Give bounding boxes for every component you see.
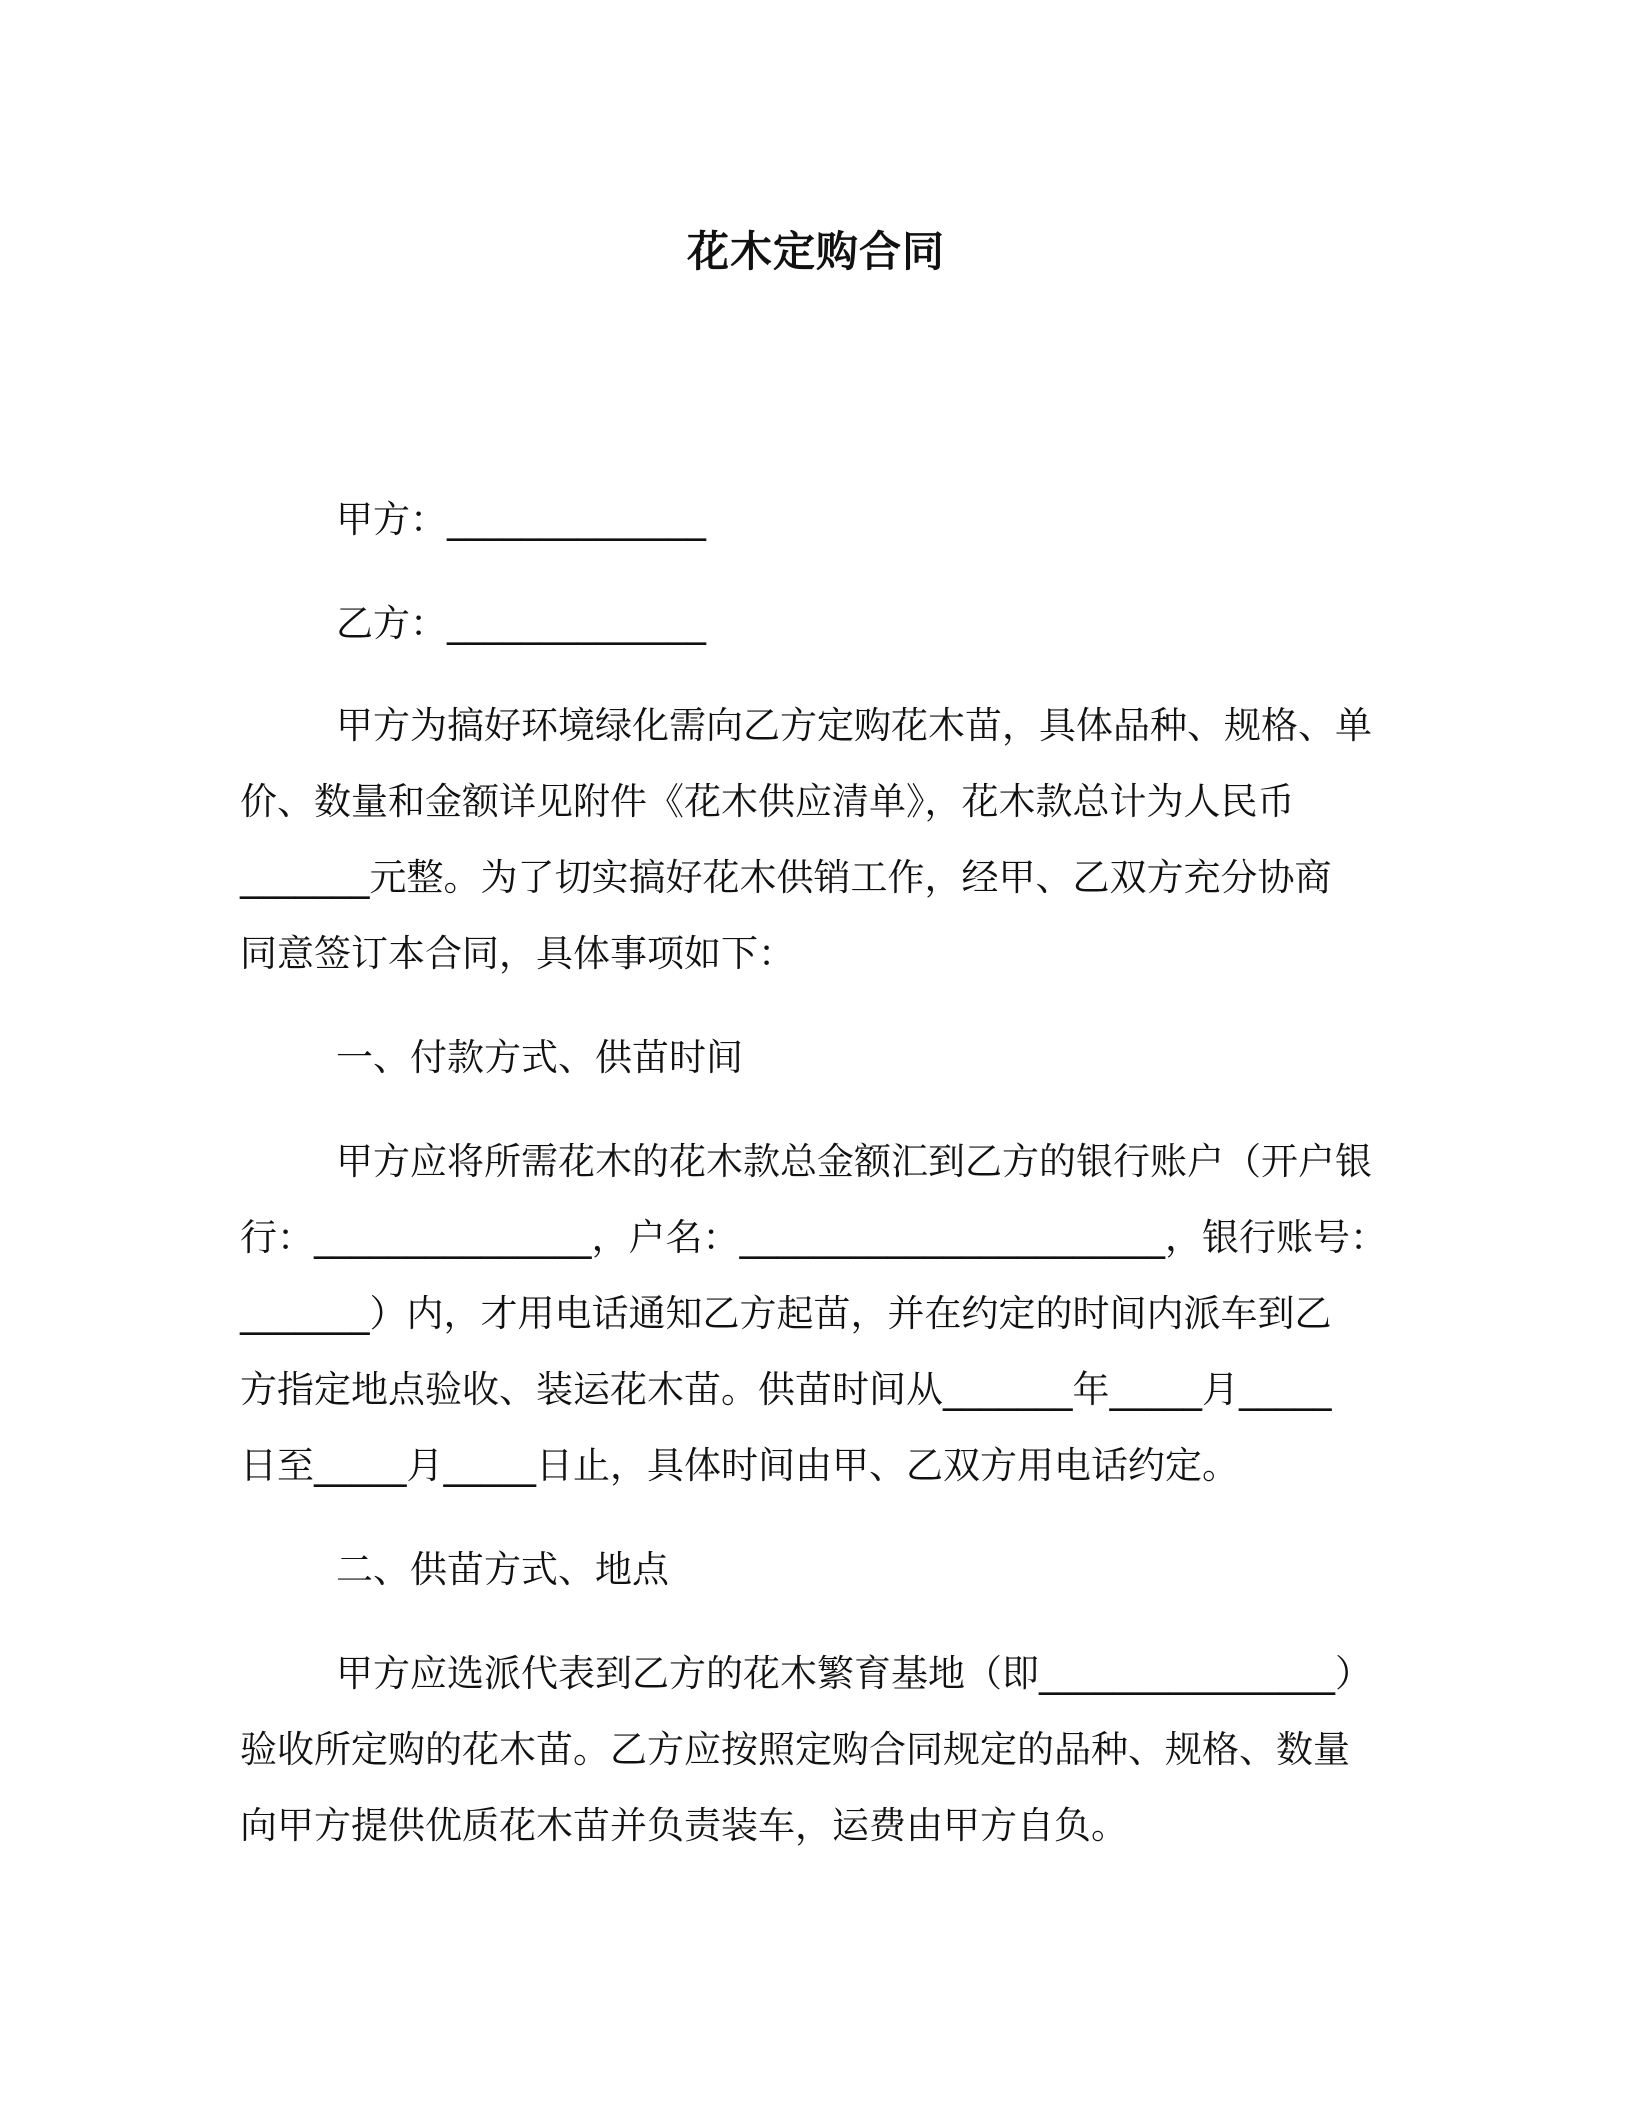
paragraph-line: 行：_______________，户名：_______________________，银行账号： xyxy=(240,1216,1387,1259)
section-heading: 一、付款方式、供苗时间 xyxy=(336,1036,743,1079)
paragraph-line: 向甲方提供优质花木苗并负责装车，运费由甲方自负。 xyxy=(240,1804,1128,1847)
party-b-line: 乙方：______________ xyxy=(336,602,706,645)
paragraph-line: 日至_____月_____日止，具体时间由甲、乙双方用电话约定。 xyxy=(240,1444,1239,1487)
paragraph-line: _______元整。为了切实搞好花木供销工作，经甲、乙双方充分协商 xyxy=(240,856,1332,899)
paragraph-line: 甲方为搞好环境绿化需向乙方定购花木苗，具体品种、规格、单 xyxy=(336,704,1372,747)
party-a-line: 甲方：______________ xyxy=(336,498,706,541)
document-title: 花木定购合同 xyxy=(686,227,945,276)
paragraph-line: 方指定地点验收、装运花木苗。供苗时间从_______年_____月_____ xyxy=(240,1368,1332,1411)
paragraph-line: 同意签订本合同，具体事项如下： xyxy=(240,932,795,975)
paragraph-line: 验收所定购的花木苗。乙方应按照定购合同规定的品种、规格、数量 xyxy=(240,1728,1350,1771)
paragraph-line: 甲方应将所需花木的花木款总金额汇到乙方的银行账户（开户银 xyxy=(336,1140,1372,1183)
paragraph-line: 价、数量和金额详见附件《花木供应清单》，花木款总计为人民币 xyxy=(240,780,1295,823)
paragraph-line: 甲方应选派代表到乙方的花木繁育基地（即________________） xyxy=(336,1652,1372,1695)
paragraph-line: _______）内，才用电话通知乙方起苗，并在约定的时间内派车到乙 xyxy=(240,1292,1332,1335)
section-heading: 二、供苗方式、地点 xyxy=(336,1548,669,1591)
